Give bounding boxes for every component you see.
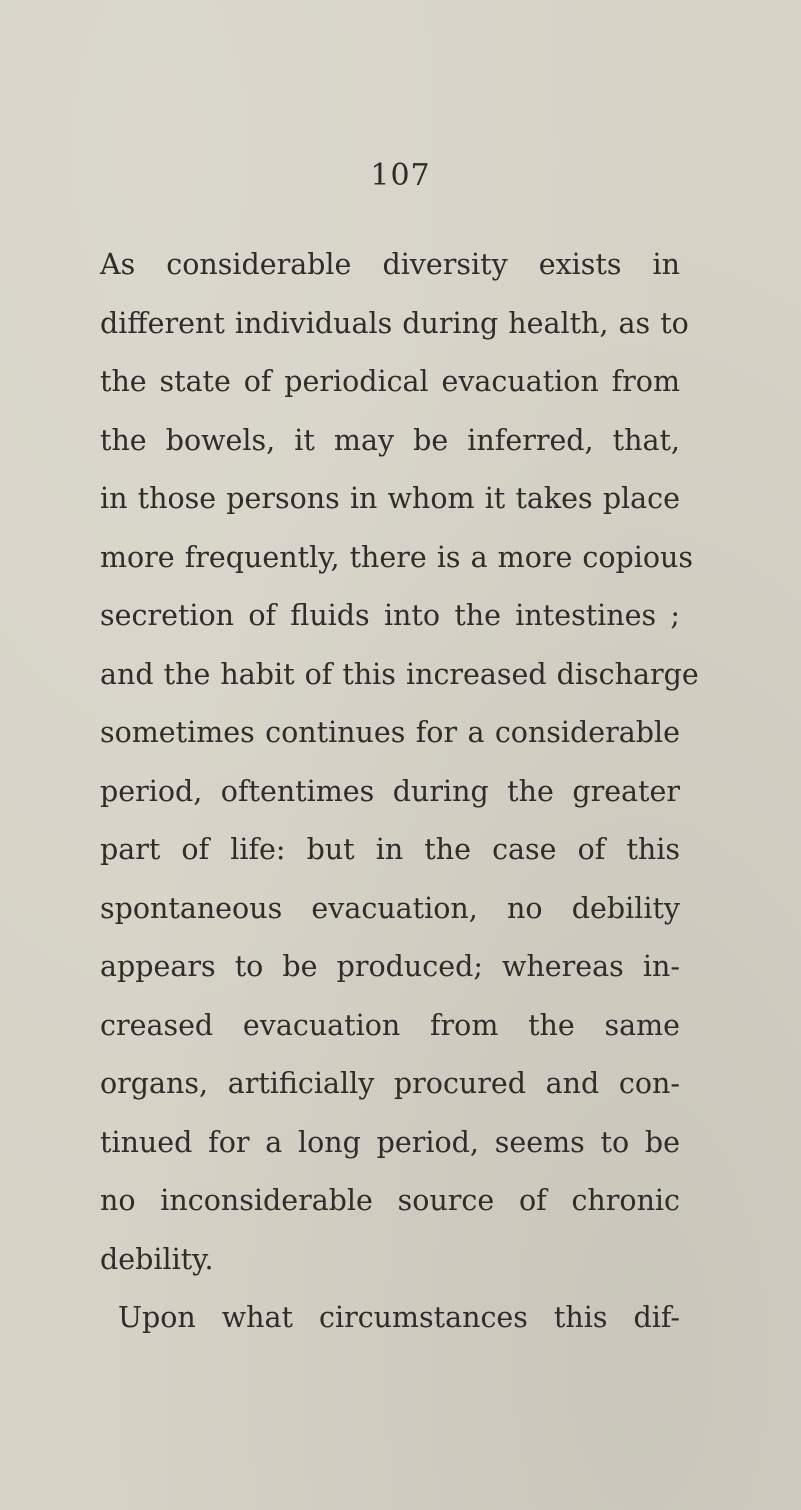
text-line: no inconsiderable source of chronic (100, 1184, 680, 1217)
text-line: part of life: but in the case of this (100, 833, 680, 866)
paragraph (100, 1289, 680, 1348)
text-line: organs, artificially procured and con- (100, 1067, 680, 1100)
body-text (100, 236, 699, 1348)
text-line: As considerable diversity exists in (100, 248, 680, 281)
paragraph (100, 236, 699, 1289)
text-line: and the habit of this increased discharge (100, 657, 699, 691)
text-line: sometimes continues for a considerable (100, 716, 680, 749)
text-line: more frequently, there is a more copious (100, 540, 694, 574)
text-line: tinued for a long period, seems to be (100, 1125, 680, 1159)
text-line: the bowels, it may be inferred, that, (100, 423, 680, 457)
text-line: different individuals during health, as to (100, 306, 689, 340)
text-line: spontaneous evacuation, no debility (100, 891, 680, 925)
text-line: the state of periodical evacuation from (100, 365, 680, 398)
text-line: creased evacuation from the same (100, 1008, 680, 1042)
text-line: secretion of fluids into the intestines ; (100, 599, 680, 632)
text-line: debility. (100, 1242, 214, 1276)
text-line: in those persons in whom it takes place (100, 482, 680, 515)
page-number: 107 (370, 158, 431, 193)
text-line: Upon what circumstances this dif- (118, 1301, 680, 1334)
text-line: period, oftentimes during the greater (100, 774, 680, 808)
text-line: appears to be produced; whereas in- (100, 950, 680, 983)
